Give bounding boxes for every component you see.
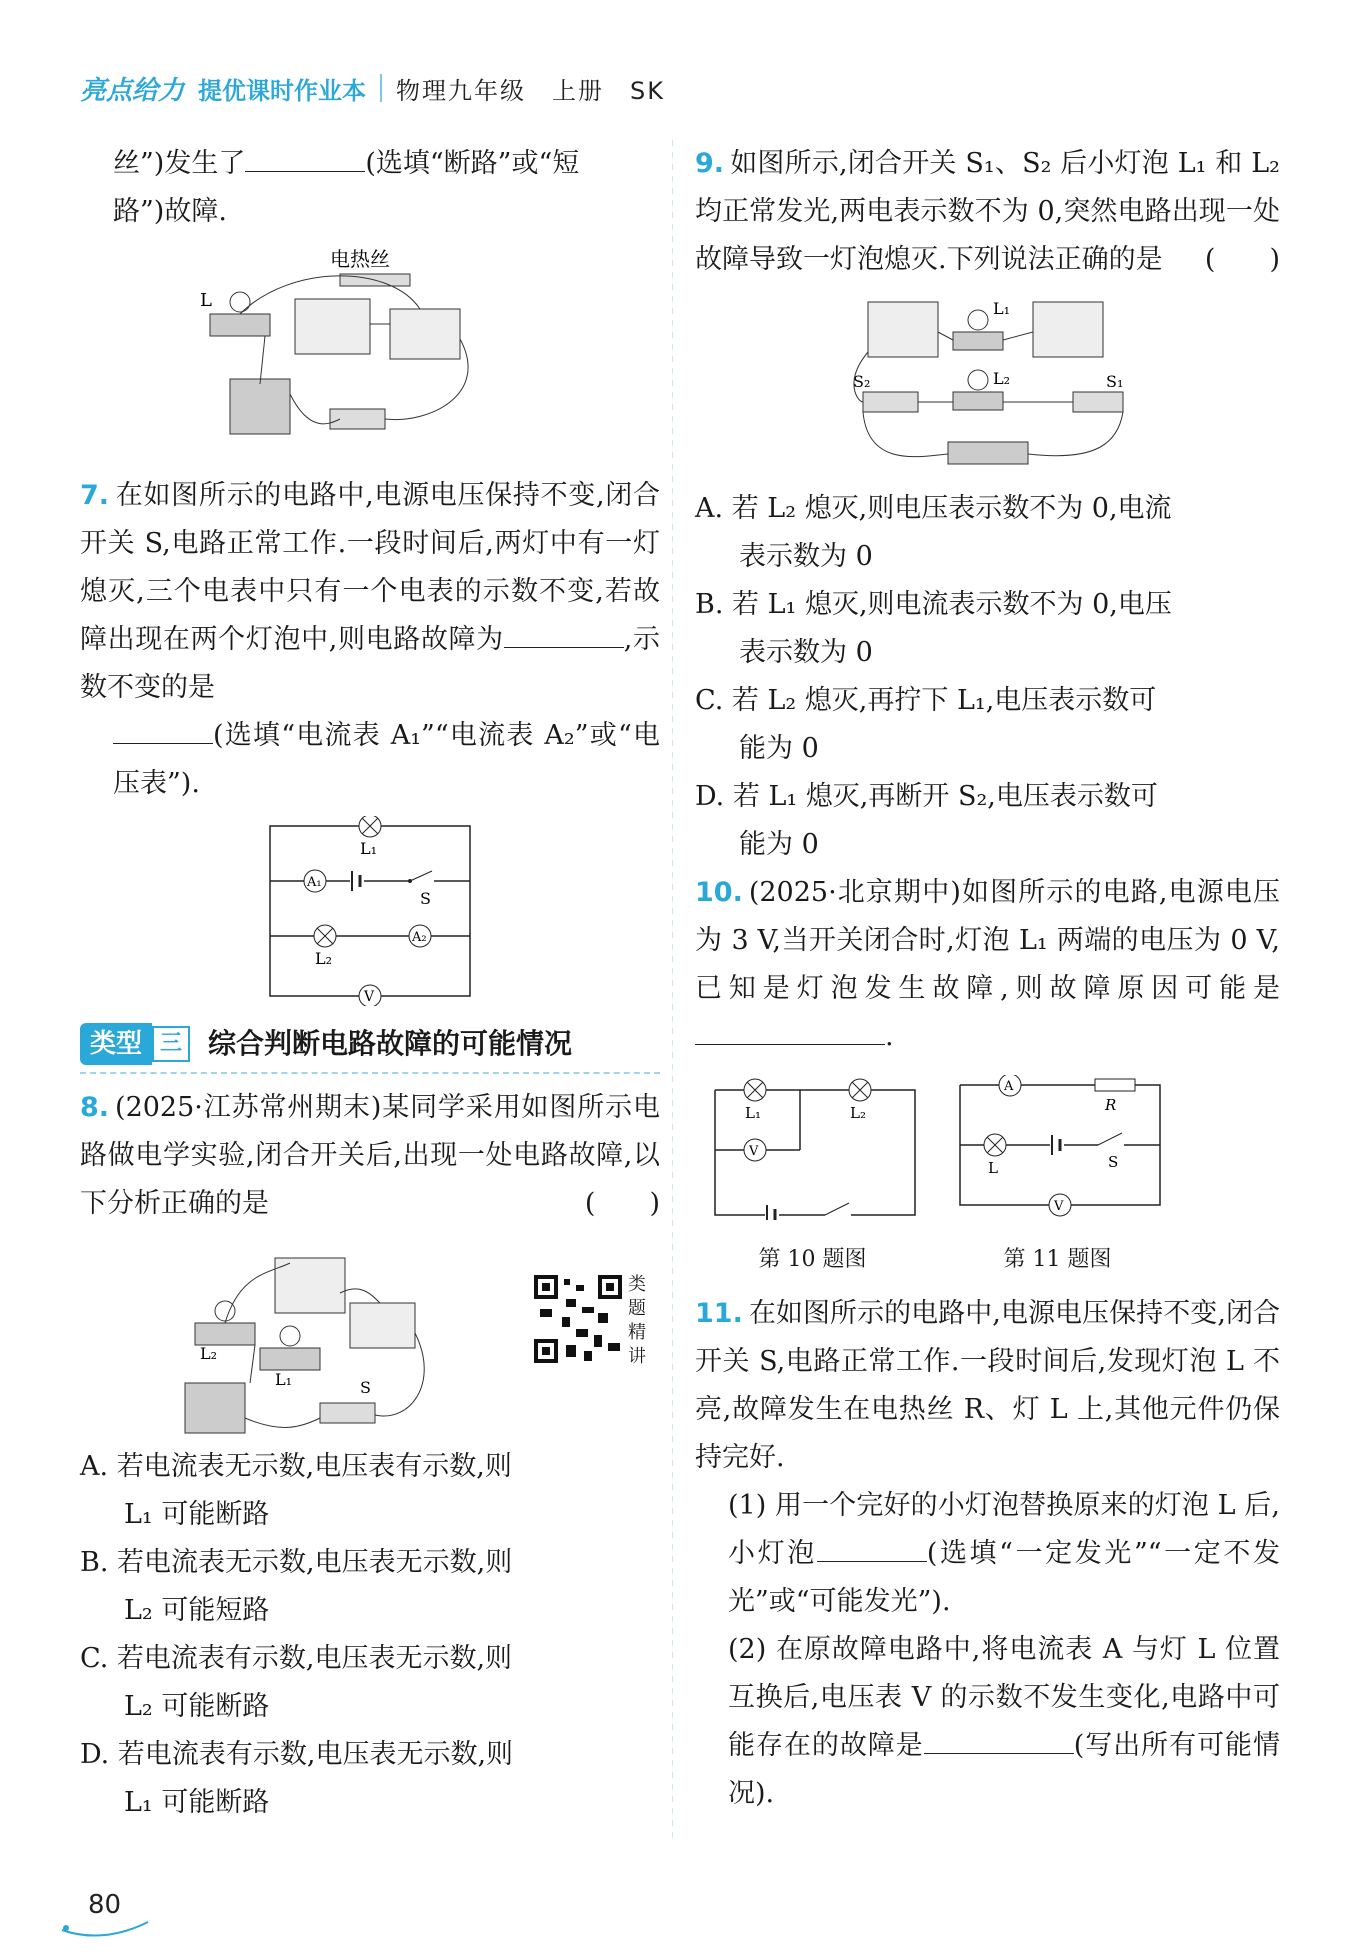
q6-tail-line1: 丝”)发生了 (选填“断路”或“短 [80, 140, 660, 188]
q9-option-a-cont: 表示数为 0 [739, 541, 873, 572]
svg-text:L₂: L₂ [315, 949, 333, 968]
L1-label: L₁ [360, 839, 378, 858]
lamp-L1-icon [359, 816, 381, 837]
svg-text:S₂: S₂ [852, 372, 870, 391]
qr-caption: 类题精讲 [628, 1274, 646, 1367]
battery-icon [948, 442, 1028, 464]
voltmeter-icon [295, 299, 370, 354]
battery-icon [1050, 1135, 1064, 1155]
column-divider [672, 140, 673, 1840]
section-heading [80, 1020, 660, 1074]
q9-option-c-cont: 能为 0 [739, 733, 819, 764]
svg-text:L₂: L₂ [850, 1104, 866, 1122]
switch-S2-icon [863, 392, 918, 412]
q9-option-d[interactable]: D. 若 L₁ 熄灭,再断开 S₂,电压表示数可 [695, 781, 1158, 812]
bulb-icon [230, 292, 250, 312]
bulb-L1-icon [968, 310, 988, 330]
page-swoosh-icon [60, 1918, 150, 1938]
svg-text:V: V [749, 1144, 759, 1159]
svg-text:L₁: L₁ [745, 1104, 761, 1122]
section-number: 三 [152, 1026, 190, 1062]
svg-text:L₂: L₂ [200, 1344, 218, 1363]
svg-text:L₁: L₁ [992, 299, 1010, 318]
q11-part1: (1) 用一个完好的小灯泡替换原来的灯泡 L 后,小灯泡 (选填“一定发光”“一定不发光”或“可能发光”). [728, 1490, 1280, 1617]
qr-code[interactable] [532, 1273, 650, 1369]
figs-10-11 [705, 1075, 1280, 1284]
bulb-L1-base-icon [260, 1348, 320, 1370]
svg-text:L₂: L₂ [992, 369, 1010, 388]
battery-icon [230, 379, 290, 434]
q6-blank[interactable] [245, 141, 365, 172]
q11-blank-1[interactable] [817, 1531, 927, 1562]
header-divider [380, 74, 382, 102]
q10-circuit-figure [705, 1075, 920, 1220]
lamp-L2-icon [314, 925, 336, 947]
bulb-L2-base-icon [195, 1323, 255, 1345]
q11-circuit-figure [950, 1075, 1165, 1220]
q8-answer-paren[interactable]: ( ) [584, 1188, 660, 1219]
bulb-L2-icon [968, 370, 988, 390]
svg-text:S: S [420, 889, 431, 908]
bulb-L2-base-icon [953, 392, 1003, 410]
svg-text:L: L [988, 1159, 998, 1177]
svg-text:V: V [364, 989, 375, 1005]
fig11-caption: 第 11 题图 [1003, 1247, 1112, 1272]
brand-logo: 亮点给力 [80, 75, 185, 106]
battery-icon [350, 871, 364, 891]
q8-option-b[interactable]: B. 若电流表无示数,电压表无示数,则 [80, 1547, 513, 1578]
q7-blank-2[interactable] [113, 713, 213, 744]
book-meta: 物理九年级 上册 SK [396, 76, 665, 105]
q9-options [695, 485, 1280, 869]
bulb-base-icon [210, 314, 270, 336]
voltmeter-icon [275, 1258, 345, 1313]
voltmeter-icon [868, 302, 938, 357]
svg-text:S₁: S₁ [1105, 372, 1123, 391]
switch-icon [825, 1203, 851, 1217]
q8-option-a-cont: L₁ 可能断路 [124, 1499, 270, 1530]
q8-option-a[interactable]: A. 若电流表无示数,电压表有示数,则 [80, 1451, 512, 1482]
lamp-L1-icon [744, 1079, 766, 1101]
q9-option-a[interactable]: A. 若 L₂ 熄灭,则电压表示数不为 0,电流 [695, 493, 1172, 524]
ammeter-icon [390, 309, 460, 359]
q6-circuit-figure [190, 244, 550, 464]
svg-text:V: V [1054, 1199, 1064, 1214]
section-tag: 类型 [80, 1023, 152, 1065]
q8-options [80, 1443, 660, 1827]
bulb-L1-icon [280, 1326, 300, 1346]
lamp-L2-icon [849, 1079, 871, 1101]
left-column [80, 140, 660, 1827]
page-header [80, 68, 665, 108]
series-title: 提优课时作业本 [198, 76, 367, 105]
svg-text:R: R [1105, 1096, 1117, 1114]
switch-icon [320, 1403, 375, 1423]
q11-part2: (2) 在原故障电路中,将电流表 A 与灯 L 位置互换后,电压表 V 的示数不发生变化,电路中可能存在的故障是 (写出所有可能情况). [728, 1634, 1280, 1809]
q9-circuit-figure [838, 292, 1138, 477]
svg-text:A: A [1004, 1079, 1014, 1094]
switch-icon [330, 409, 385, 429]
q8-option-c-cont: L₂ 可能断路 [124, 1691, 270, 1722]
q8-option-c[interactable]: C. 若电流表有示数,电压表无示数,则 [80, 1643, 513, 1674]
svg-text:L₁: L₁ [275, 1370, 293, 1389]
q8-option-d[interactable]: D. 若电流表有示数,电压表无示数,则 [80, 1739, 514, 1770]
battery-icon [185, 1383, 245, 1433]
q6-tail-line2: 路”)故障. [113, 196, 227, 227]
q8-option-d-cont: L₁ 可能断路 [124, 1787, 270, 1818]
q11-blank-2[interactable] [924, 1723, 1074, 1754]
q8-circuit-figure [180, 1233, 480, 1438]
q7-blank-1[interactable] [504, 617, 624, 648]
fig10-caption: 第 10 题图 [758, 1247, 867, 1272]
fig11 [950, 1075, 1165, 1284]
q10-blank[interactable] [695, 1014, 885, 1045]
svg-text:S: S [360, 1378, 371, 1397]
page-number: 80 [88, 1890, 122, 1920]
q7-text: 7. 在如图所示的电路中,电源电压保持不变,闭合开关 S,电路正常工作.一段时间后,两灯中有一灯熄灭,三个电表中只有一个电表的示数不变,若故障出现在两个灯泡中,则电路故障为 ,示数不变的是 [80, 480, 660, 703]
q9-text: 9. 如图所示,闭合开关 S₁、S₂ 后小灯泡 L₁ 和 L₂ 均正常发光,两电表示数不为 0,突然电路出现一处故障导致一灯泡熄灭.下列说法正确的是 ( ) [695, 140, 1280, 284]
switch-S-icon [408, 871, 434, 886]
q9-option-d-cont: 能为 0 [739, 829, 819, 860]
q8-option-b-cont: L₂ 可能短路 [124, 1595, 270, 1626]
bulb-L1-base-icon [953, 332, 1003, 350]
svg-text:A₁: A₁ [307, 875, 322, 890]
ammeter-icon [1033, 302, 1103, 357]
battery-icon [765, 1205, 779, 1220]
lamp-L-icon [984, 1134, 1006, 1156]
heater-label: 电热丝 [330, 247, 390, 271]
resistor-R-icon [1095, 1079, 1135, 1091]
q10-text: 10. (2025·北京期中)如图所示的电路,电源电压为 3 V,当开关闭合时,灯泡 L₁ 两端的电压为 0 V,已知是灯泡发生故障,则故障原因可能是. [695, 877, 1280, 1052]
q7-circuit-figure [260, 816, 480, 1006]
switch-S1-icon [1073, 392, 1123, 412]
q8-text: 8. (2025·江苏常州期末)某同学采用如图所示电路做电学实验,闭合开关后,出现一处电路故障,以下分析正确的是 ( ) [80, 1084, 660, 1228]
q9-option-b[interactable]: B. 若 L₁ 熄灭,则电流表示数不为 0,电压 [695, 589, 1172, 620]
q7-text-2: (选填“电流表 A₁”“电流表 A₂”或“电压表”). [80, 712, 660, 808]
fig10 [705, 1075, 920, 1284]
q11-text: 11. 在如图所示的电路中,电源电压保持不变,闭合开关 S,电路正常工作.一段时间后,发现灯泡 L 不亮,故障发生在电热丝 R、灯 L 上,其他元件仍保持完好. [695, 1298, 1280, 1473]
svg-text:S: S [1108, 1153, 1119, 1171]
qr-code-icon [532, 1273, 624, 1365]
section-title: 综合判断电路故障的可能情况 [208, 1027, 573, 1060]
right-column [695, 140, 1280, 1818]
q9-option-b-cont: 表示数为 0 [739, 637, 873, 668]
q9-answer-paren[interactable]: ( ) [1204, 244, 1280, 275]
switch-S-icon [1098, 1133, 1124, 1147]
bulb-label: L [200, 290, 212, 311]
svg-text:A₂: A₂ [412, 930, 427, 945]
q9-option-c[interactable]: C. 若 L₂ 熄灭,再拧下 L₁,电压表示数可 [695, 685, 1157, 716]
ammeter-icon [350, 1303, 415, 1348]
q8-figure-row [80, 1228, 660, 1443]
